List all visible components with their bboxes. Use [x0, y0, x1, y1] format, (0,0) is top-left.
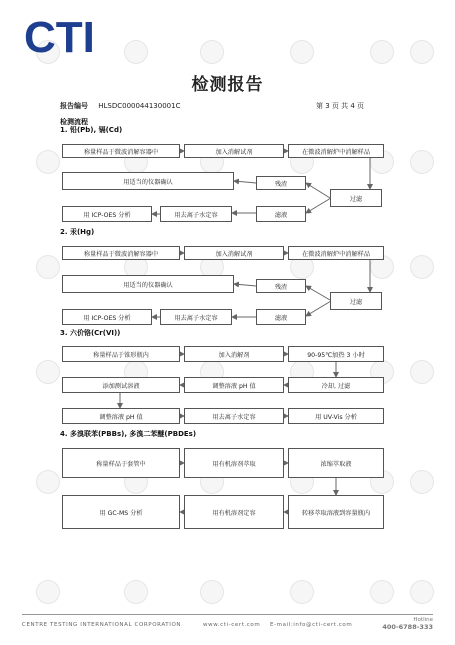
section-4-heading: 4. 多溴联苯(PBBs), 多溴二苯醚(PBDEs): [60, 430, 197, 438]
flow-arrow: [306, 286, 330, 300]
section-3-step-box: 调整溶液 pH 值: [184, 377, 284, 393]
page-info: 第 3 页 共 4 页: [316, 102, 365, 110]
section-1-step-box: 用去离子水定容: [160, 206, 232, 222]
footer-company: CENTRE TESTING INTERNATIONAL CORPORATION: [22, 622, 182, 628]
section-1-step-box: 残渣: [256, 176, 306, 190]
section-1-step-box: 称量样品于微波消解容器中: [62, 144, 180, 158]
section-4-step-box: 称量样品于套管中: [62, 448, 180, 478]
section-1-step-box: 用适当的仪器确认: [62, 172, 234, 190]
footer-divider: [22, 614, 433, 615]
report-no-label: 报告编号: [60, 102, 88, 110]
section-3-step-box: 添加测试溶液: [62, 377, 180, 393]
section-3-step-box: 加入消解剂: [184, 346, 284, 362]
section-1-step-box: 在微波消解炉中消解样品: [288, 144, 384, 158]
section-4-step-box: 浓缩萃取液: [288, 448, 384, 478]
section-2-step-box: 残渣: [256, 279, 306, 293]
section-3-step-box: 调整溶液 pH 值: [62, 408, 180, 424]
section-4-step-box: 用有机溶剂萃取: [184, 448, 284, 478]
section-1-step-box: 加入消解试剂: [184, 144, 284, 158]
hotline-label: Hotline: [413, 617, 433, 623]
section-3-step-box: 用 UV-Vis 分析: [288, 408, 384, 424]
section-2-step-box: 加入消解试剂: [184, 246, 284, 260]
section-2-step-box: 用去离子水定容: [160, 309, 232, 325]
section-2-step-box: 过滤: [330, 292, 382, 310]
flow-arrow: [234, 284, 256, 286]
process-title: 检测流程: [60, 118, 88, 126]
section-2-step-box: 滤液: [256, 309, 306, 325]
section-2-step-box: 用适当的仪器确认: [62, 275, 234, 293]
flow-arrow: [306, 301, 331, 316]
hotline-number: 400-6788-333: [382, 623, 433, 631]
section-3-step-box: 90-95℃加热 3 小时: [288, 346, 384, 362]
section-4-step-box: 用 GC-MS 分析: [62, 495, 180, 529]
section-3-step-box: 称量样品于锥形瓶内: [62, 346, 180, 362]
flow-arrow: [306, 183, 330, 198]
footer-hotline: [382, 617, 433, 631]
section-3-heading: 3. 六价铬(Cr(VI)): [60, 329, 121, 337]
footer-website: www.cti-cert.com: [203, 622, 261, 628]
section-4-step-box: 转移萃取溶液到容量瓶内: [288, 495, 384, 529]
footer-email: E-mail:info@cti-cert.com: [270, 622, 353, 628]
section-3-step-box: 用去离子水定容: [184, 408, 284, 424]
section-1-step-box: 用 ICP-OES 分析: [62, 206, 152, 222]
section-2-heading: 2. 汞(Hg): [60, 228, 95, 236]
page-title: 检测报告: [191, 75, 264, 95]
section-2-step-box: 用 ICP-OES 分析: [62, 309, 152, 325]
section-4-step-box: 用有机溶剂定容: [184, 495, 284, 529]
flow-arrow: [306, 198, 331, 213]
section-1-step-box: 滤液: [256, 206, 306, 222]
section-3-step-box: 冷却, 过滤: [288, 377, 384, 393]
section-1-step-box: 过滤: [330, 189, 382, 207]
flow-arrow: [234, 181, 256, 183]
report-no-value: HLSDC000044130001C: [98, 102, 181, 110]
section-1-heading: 1. 铅(Pb), 镉(Cd): [60, 126, 123, 134]
section-2-step-box: 称量样品于微波消解容器中: [62, 246, 180, 260]
logo-text: CTI: [24, 14, 95, 58]
section-2-step-box: 在微波消解炉中消解样品: [288, 246, 384, 260]
